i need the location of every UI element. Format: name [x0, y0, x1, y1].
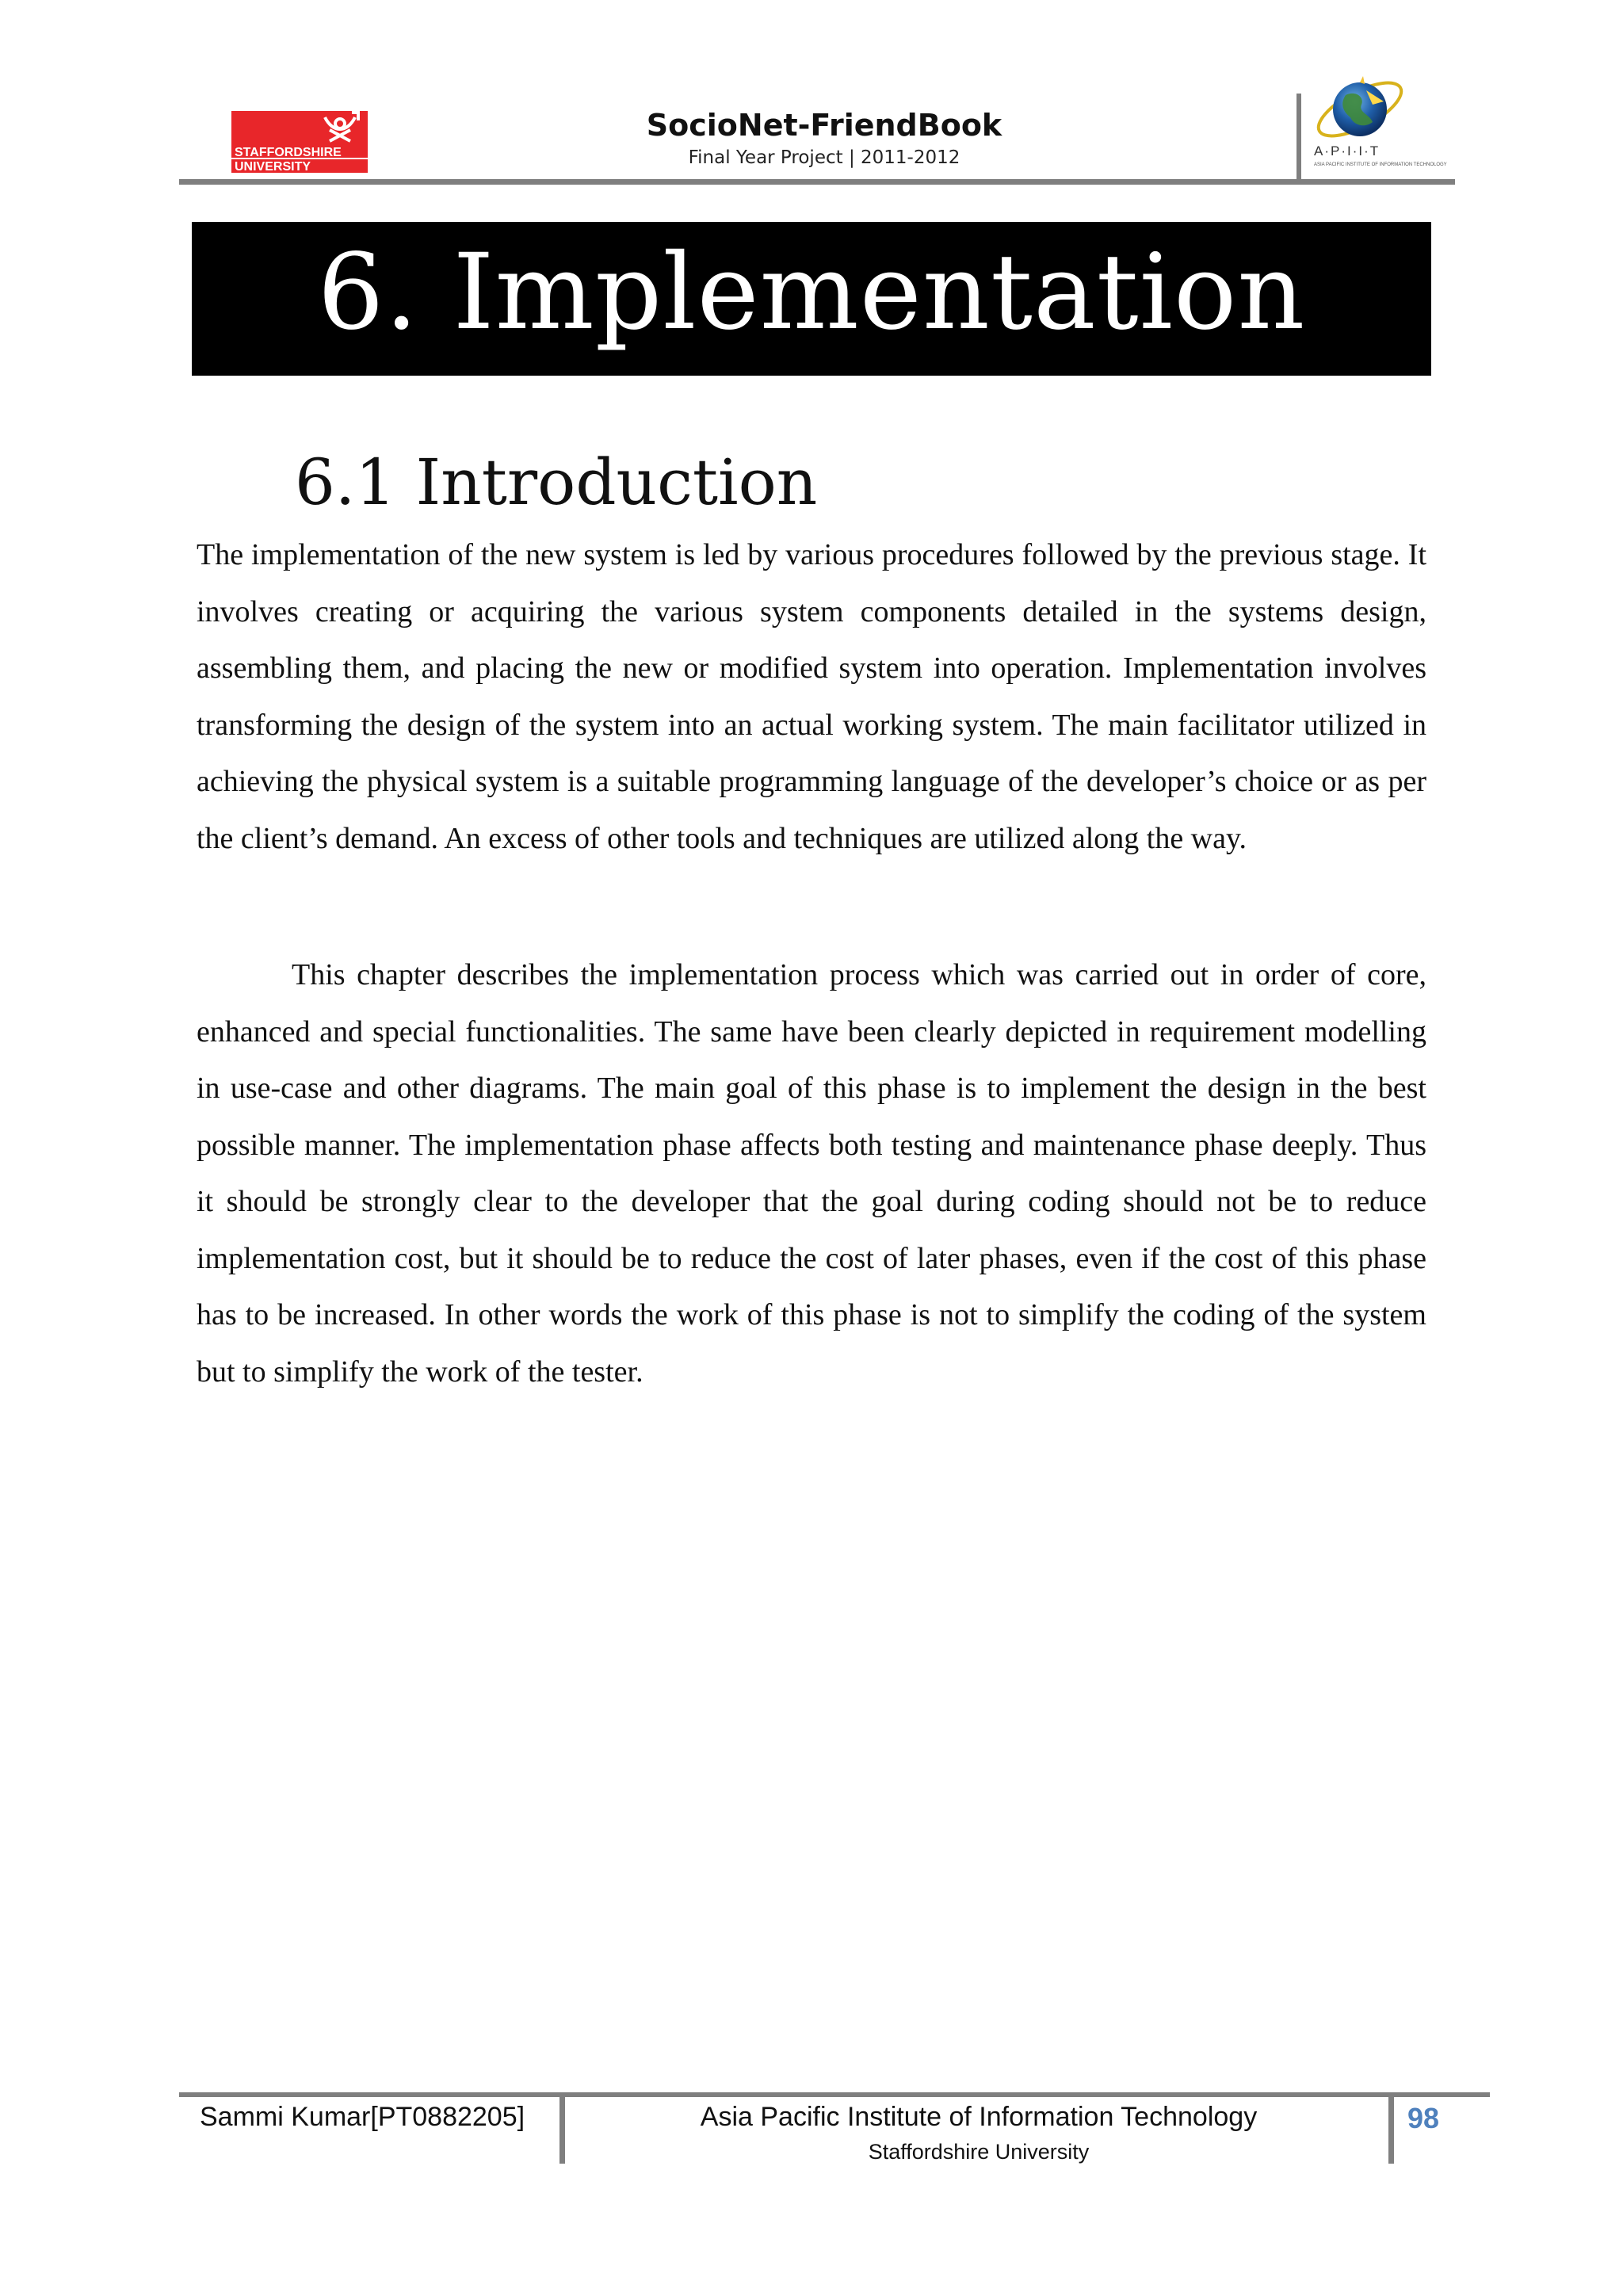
- footer-divider: [559, 2092, 565, 2164]
- page-number: 98: [1407, 2102, 1440, 2134]
- apiit-globe-logo: [1309, 73, 1447, 178]
- svg-text:A·P·I·I·T: A·P·I·I·T: [1314, 143, 1381, 159]
- footer-institute: Asia Pacific Institute of Information Technology: [700, 2102, 1258, 2132]
- footer-university: Staffordshire University: [868, 2140, 1090, 2164]
- chapter-title-banner: [192, 222, 1431, 376]
- section-heading: 6.1 Introduction: [295, 445, 818, 519]
- header-divider: [1296, 94, 1301, 182]
- footer-author: Sammi Kumar[PT0882205]: [200, 2102, 525, 2132]
- paragraph: The implementation of the new system is led by various procedures followed by the previous stage. It involves creating or acquiring the various system components detailed in the systems design, assembling them, and placing the new or modified system into operation. Implementation involves transforming the design of the system into an actual working system. The main facilitator utilized in achieving the physical system is a suitable programming language of the developer’s choice or as per the client’s demand. An excess of other tools and techniques are utilized along the way.: [197, 538, 1426, 855]
- document-subtitle: Final Year Project | 2011-2012: [688, 147, 960, 168]
- chapter-title: 6. Implementation: [317, 231, 1306, 353]
- staffordshire-university-logo: [231, 106, 368, 174]
- paragraph-1-block: [197, 527, 1426, 867]
- footer-rule: [179, 2092, 1490, 2097]
- svg-text:UNIVERSITY: UNIVERSITY: [235, 160, 311, 174]
- svg-text:STAFFORDSHIRE: STAFFORDSHIRE: [235, 146, 342, 159]
- paragraph-2-block: [197, 947, 1426, 1400]
- header-rule: [179, 179, 1455, 185]
- svg-text:ASIA PACIFIC INSTITUTE OF INFO: ASIA PACIFIC INSTITUTE OF INFORMATION TECHNOLOGY: [1314, 162, 1447, 167]
- footer-divider: [1388, 2092, 1394, 2164]
- paragraph: This chapter describes the implementation process which was carried out in order of core, enhanced and special functionalities. The same have been clearly depicted in requirement modelling in use-case and other diagrams. The main goal of this phase is to implement the design in the best possible manner. The implementation phase affects both testing and maintenance phase deeply. Thus it should be strongly clear to the developer that the goal during coding should not be to reduce implementation cost, but it should be to reduce the cost of later phases, even if the cost of this phase has to be increased. In other words the work of this phase is not to simplify the coding of the system but to simplify the work of the tester.: [197, 958, 1426, 1389]
- document-title: SocioNet-FriendBook: [646, 108, 1002, 143]
